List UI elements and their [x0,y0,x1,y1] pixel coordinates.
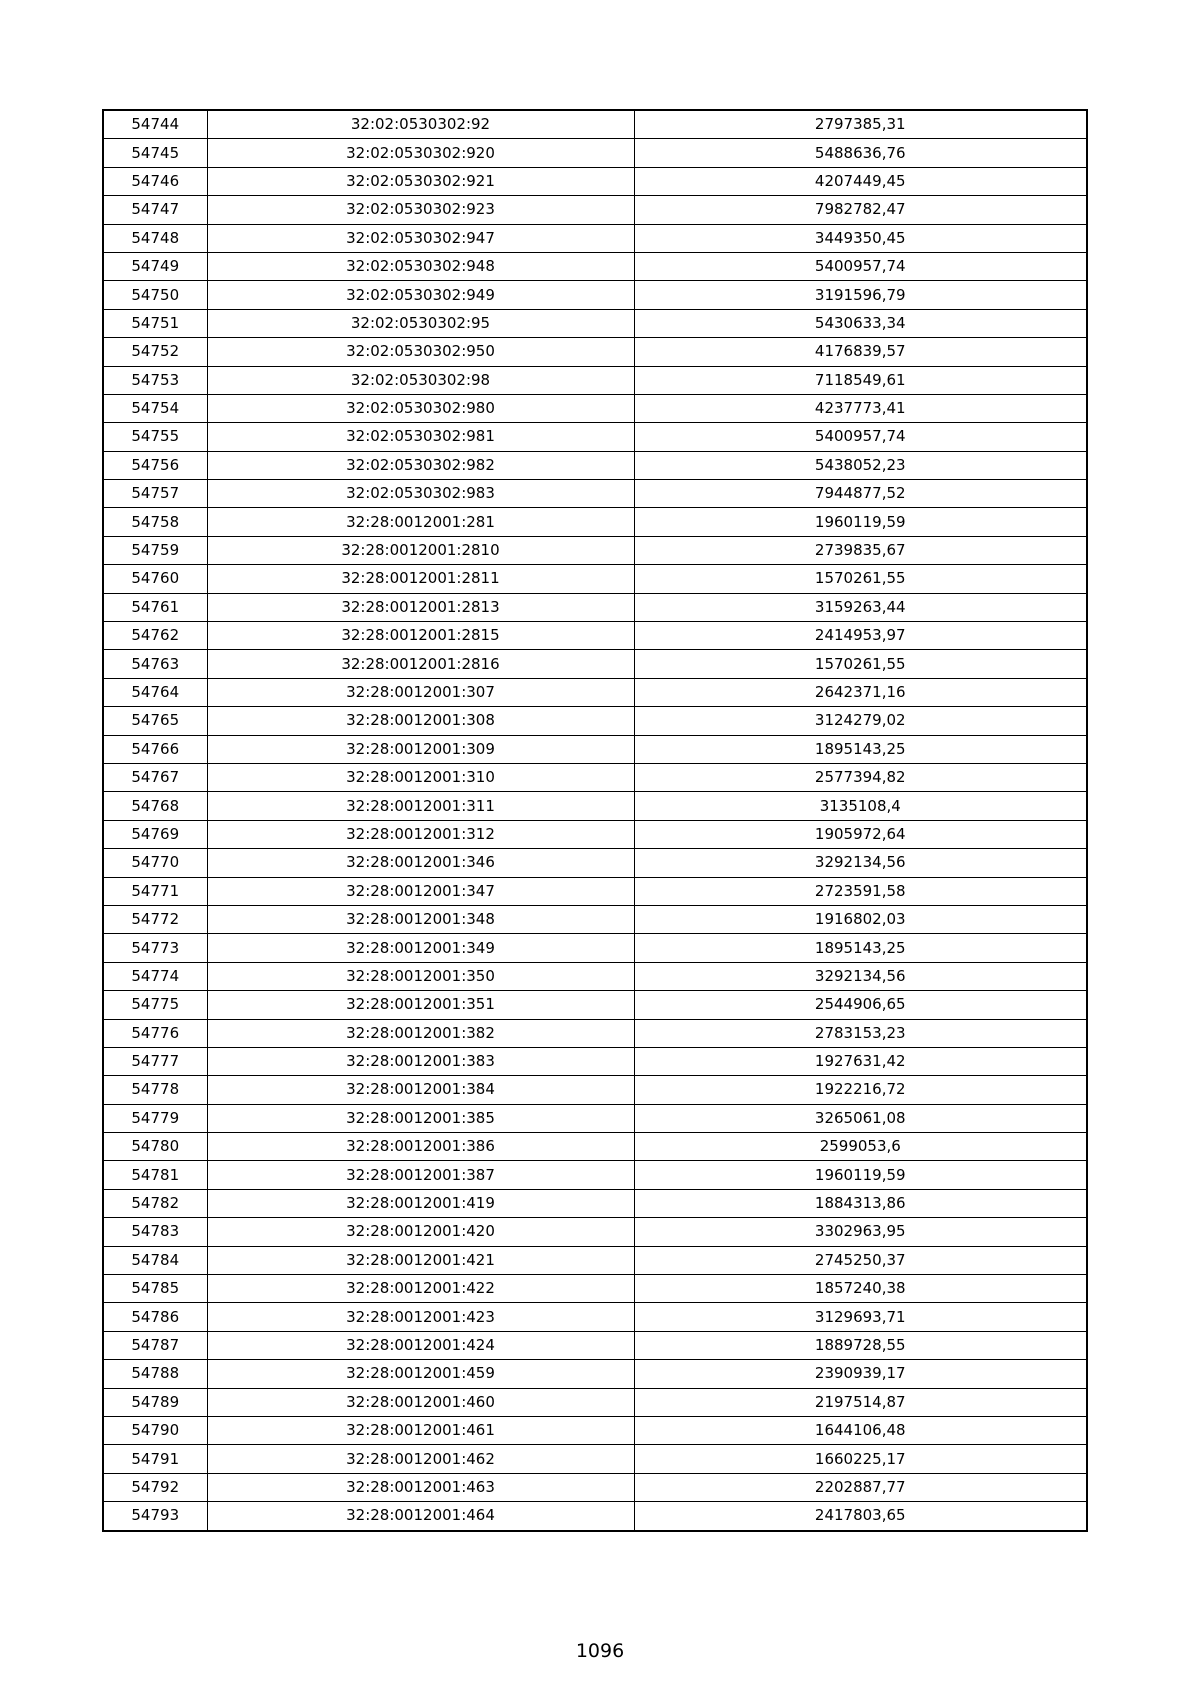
cadastral-value-cell: 1644106,48 [634,1416,1087,1444]
table-row [103,991,1087,1019]
cadastral-value-cell: 5438052,23 [634,451,1087,479]
cadastral-value-cell: 1927631,42 [634,1047,1087,1075]
table-row [103,792,1087,820]
table-row [103,1133,1087,1161]
table-row [103,508,1087,536]
row-number-cell: 54769 [103,820,207,848]
cadastral-value-cell: 3302963,95 [634,1218,1087,1246]
cadastral-number-cell: 32:28:0012001:308 [207,707,634,735]
cadastral-number-cell: 32:02:0530302:95 [207,309,634,337]
cadastral-number-cell: 32:02:0530302:947 [207,224,634,252]
table-row [103,1275,1087,1303]
row-number-cell: 54758 [103,508,207,536]
row-number-cell: 54788 [103,1360,207,1388]
row-number-cell: 54746 [103,167,207,195]
cadastral-value-cell: 7944877,52 [634,480,1087,508]
cadastral-value-cell: 2544906,65 [634,991,1087,1019]
row-number-cell: 54789 [103,1388,207,1416]
table-row [103,366,1087,394]
row-number-cell: 54765 [103,707,207,735]
table-row [103,1473,1087,1501]
cadastral-value-cell: 1895143,25 [634,735,1087,763]
table-row [103,905,1087,933]
cadastral-value-cell: 1660225,17 [634,1445,1087,1473]
cadastral-value-cell: 2417803,65 [634,1502,1087,1531]
cadastral-value-cell: 4237773,41 [634,394,1087,422]
table-row [103,763,1087,791]
cadastral-number-cell: 32:28:0012001:461 [207,1416,634,1444]
table-row [103,678,1087,706]
row-number-cell: 54790 [103,1416,207,1444]
page-number: 1096 [575,1640,625,1662]
row-number-cell: 54785 [103,1275,207,1303]
cadastral-value-cell: 3135108,4 [634,792,1087,820]
cadastral-value-cell: 2197514,87 [634,1388,1087,1416]
cadastral-value-cell: 2739835,67 [634,536,1087,564]
table-row [103,110,1087,139]
cadastral-value-cell: 2745250,37 [634,1246,1087,1274]
table-row [103,536,1087,564]
row-number-cell: 54773 [103,934,207,962]
row-number-cell: 54762 [103,622,207,650]
table-row [103,224,1087,252]
cadastral-value-cell: 1889728,55 [634,1331,1087,1359]
cadastral-value-cell: 3292134,56 [634,849,1087,877]
cadastral-number-cell: 32:28:0012001:419 [207,1189,634,1217]
table-row [103,1331,1087,1359]
cadastral-number-cell: 32:28:0012001:421 [207,1246,634,1274]
cadastral-number-cell: 32:28:0012001:382 [207,1019,634,1047]
table-row [103,820,1087,848]
table-row [103,338,1087,366]
cadastral-number-cell: 32:28:0012001:386 [207,1133,634,1161]
row-number-cell: 54772 [103,905,207,933]
table-row [103,1416,1087,1444]
cadastral-value-cell: 1960119,59 [634,508,1087,536]
cadastral-number-cell: 32:02:0530302:950 [207,338,634,366]
cadastral-value-cell: 1895143,25 [634,934,1087,962]
table-row [103,167,1087,195]
cadastral-number-cell: 32:28:0012001:346 [207,849,634,877]
cadastral-value-cell: 2577394,82 [634,763,1087,791]
table-body [103,110,1087,1531]
cadastral-value-cell: 1570261,55 [634,565,1087,593]
cadastral-number-cell: 32:28:0012001:420 [207,1218,634,1246]
table-row [103,196,1087,224]
table-row [103,877,1087,905]
row-number-cell: 54747 [103,196,207,224]
cadastral-number-cell: 32:02:0530302:98 [207,366,634,394]
row-number-cell: 54759 [103,536,207,564]
cadastral-number-cell: 32:28:0012001:311 [207,792,634,820]
cadastral-value-cell: 3159263,44 [634,593,1087,621]
table-row [103,565,1087,593]
cadastral-value-cell: 4176839,57 [634,338,1087,366]
row-number-cell: 54771 [103,877,207,905]
cadastral-value-cell: 1884313,86 [634,1189,1087,1217]
cadastral-number-cell: 32:28:0012001:349 [207,934,634,962]
cadastral-value-cell: 2723591,58 [634,877,1087,905]
cadastral-value-cell: 4207449,45 [634,167,1087,195]
table-row [103,1161,1087,1189]
cadastral-value-cell: 2783153,23 [634,1019,1087,1047]
cadastral-number-cell: 32:28:0012001:2813 [207,593,634,621]
table-row [103,1445,1087,1473]
cadastral-value-cell: 1857240,38 [634,1275,1087,1303]
row-number-cell: 54751 [103,309,207,337]
row-number-cell: 54783 [103,1218,207,1246]
row-number-cell: 54766 [103,735,207,763]
table-row [103,962,1087,990]
cadastral-number-cell: 32:28:0012001:310 [207,763,634,791]
row-number-cell: 54787 [103,1331,207,1359]
cadastral-value-cell: 1960119,59 [634,1161,1087,1189]
cadastral-number-cell: 32:02:0530302:948 [207,252,634,280]
cadastral-number-cell: 32:28:0012001:463 [207,1473,634,1501]
cadastral-number-cell: 32:28:0012001:307 [207,678,634,706]
cadastral-number-cell: 32:28:0012001:2816 [207,650,634,678]
table-row [103,309,1087,337]
cadastral-number-cell: 32:28:0012001:462 [207,1445,634,1473]
cadastral-number-cell: 32:28:0012001:423 [207,1303,634,1331]
row-number-cell: 54754 [103,394,207,422]
cadastral-value-cell: 2642371,16 [634,678,1087,706]
table-row [103,1189,1087,1217]
row-number-cell: 54786 [103,1303,207,1331]
cadastral-value-cell: 1916802,03 [634,905,1087,933]
cadastral-value-cell: 3265061,08 [634,1104,1087,1132]
row-number-cell: 54760 [103,565,207,593]
cadastral-number-cell: 32:28:0012001:312 [207,820,634,848]
row-number-cell: 54781 [103,1161,207,1189]
cadastral-number-cell: 32:28:0012001:459 [207,1360,634,1388]
cadastral-number-cell: 32:02:0530302:981 [207,423,634,451]
row-number-cell: 54757 [103,480,207,508]
cadastral-number-cell: 32:28:0012001:351 [207,991,634,1019]
row-number-cell: 54748 [103,224,207,252]
cadastral-value-cell: 1905972,64 [634,820,1087,848]
table-row [103,622,1087,650]
table-row [103,707,1087,735]
cadastral-value-cell: 3191596,79 [634,281,1087,309]
row-number-cell: 54745 [103,139,207,167]
cadastral-number-cell: 32:02:0530302:921 [207,167,634,195]
table-row [103,394,1087,422]
row-number-cell: 54750 [103,281,207,309]
row-number-cell: 54791 [103,1445,207,1473]
row-number-cell: 54744 [103,110,207,139]
row-number-cell: 54782 [103,1189,207,1217]
row-number-cell: 54755 [103,423,207,451]
table-row [103,735,1087,763]
table-row [103,451,1087,479]
cadastral-value-cell: 2390939,17 [634,1360,1087,1388]
cadastral-value-cell: 3129693,71 [634,1303,1087,1331]
cadastral-value-cell: 1570261,55 [634,650,1087,678]
table-row [103,650,1087,678]
table-row [103,593,1087,621]
row-number-cell: 54774 [103,962,207,990]
cadastral-number-cell: 32:02:0530302:982 [207,451,634,479]
cadastral-value-cell: 2599053,6 [634,1133,1087,1161]
cadastral-value-cell: 7982782,47 [634,196,1087,224]
row-number-cell: 54761 [103,593,207,621]
row-number-cell: 54776 [103,1019,207,1047]
row-number-cell: 54793 [103,1502,207,1531]
table-row [103,1360,1087,1388]
row-number-cell: 54779 [103,1104,207,1132]
cadastral-value-cell: 3449350,45 [634,224,1087,252]
cadastral-value-cell: 2797385,31 [634,110,1087,139]
table-row [103,1502,1087,1531]
cadastral-value-table [102,109,1088,1532]
cadastral-value-cell: 3124279,02 [634,707,1087,735]
row-number-cell: 54767 [103,763,207,791]
cadastral-value-cell: 5488636,76 [634,139,1087,167]
cadastral-value-cell: 7118549,61 [634,366,1087,394]
table-row [103,1388,1087,1416]
cadastral-number-cell: 32:02:0530302:923 [207,196,634,224]
table-row [103,1076,1087,1104]
cadastral-number-cell: 32:02:0530302:983 [207,480,634,508]
table-row [103,139,1087,167]
row-number-cell: 54775 [103,991,207,1019]
table-row [103,849,1087,877]
cadastral-value-cell: 2202887,77 [634,1473,1087,1501]
row-number-cell: 54764 [103,678,207,706]
cadastral-value-cell: 1922216,72 [634,1076,1087,1104]
cadastral-number-cell: 32:28:0012001:2811 [207,565,634,593]
cadastral-number-cell: 32:28:0012001:464 [207,1502,634,1531]
row-number-cell: 54780 [103,1133,207,1161]
table-row [103,252,1087,280]
table-row [103,480,1087,508]
cadastral-number-cell: 32:28:0012001:350 [207,962,634,990]
cadastral-value-cell: 2414953,97 [634,622,1087,650]
cadastral-number-cell: 32:28:0012001:422 [207,1275,634,1303]
row-number-cell: 54770 [103,849,207,877]
table-row [103,1218,1087,1246]
table-row [103,1303,1087,1331]
cadastral-number-cell: 32:28:0012001:384 [207,1076,634,1104]
row-number-cell: 54777 [103,1047,207,1075]
cadastral-value-cell: 5400957,74 [634,252,1087,280]
cadastral-number-cell: 32:28:0012001:387 [207,1161,634,1189]
cadastral-number-cell: 32:28:0012001:281 [207,508,634,536]
cadastral-number-cell: 32:28:0012001:385 [207,1104,634,1132]
table-row [103,1246,1087,1274]
table-row [103,1047,1087,1075]
row-number-cell: 54749 [103,252,207,280]
cadastral-value-cell: 5430633,34 [634,309,1087,337]
cadastral-number-cell: 32:28:0012001:460 [207,1388,634,1416]
cadastral-number-cell: 32:28:0012001:383 [207,1047,634,1075]
cadastral-number-cell: 32:28:0012001:2810 [207,536,634,564]
cadastral-number-cell: 32:28:0012001:309 [207,735,634,763]
row-number-cell: 54792 [103,1473,207,1501]
row-number-cell: 54778 [103,1076,207,1104]
cadastral-number-cell: 32:28:0012001:348 [207,905,634,933]
row-number-cell: 54784 [103,1246,207,1274]
cadastral-number-cell: 32:02:0530302:980 [207,394,634,422]
table-row [103,1019,1087,1047]
table-row [103,934,1087,962]
cadastral-value-cell: 3292134,56 [634,962,1087,990]
cadastral-number-cell: 32:02:0530302:920 [207,139,634,167]
cadastral-number-cell: 32:02:0530302:92 [207,110,634,139]
cadastral-value-cell: 5400957,74 [634,423,1087,451]
table-row [103,1104,1087,1132]
row-number-cell: 54756 [103,451,207,479]
row-number-cell: 54763 [103,650,207,678]
cadastral-number-cell: 32:28:0012001:424 [207,1331,634,1359]
table-row [103,423,1087,451]
row-number-cell: 54752 [103,338,207,366]
cadastral-number-cell: 32:28:0012001:2815 [207,622,634,650]
cadastral-number-cell: 32:28:0012001:347 [207,877,634,905]
cadastral-number-cell: 32:02:0530302:949 [207,281,634,309]
table-row [103,281,1087,309]
row-number-cell: 54768 [103,792,207,820]
row-number-cell: 54753 [103,366,207,394]
